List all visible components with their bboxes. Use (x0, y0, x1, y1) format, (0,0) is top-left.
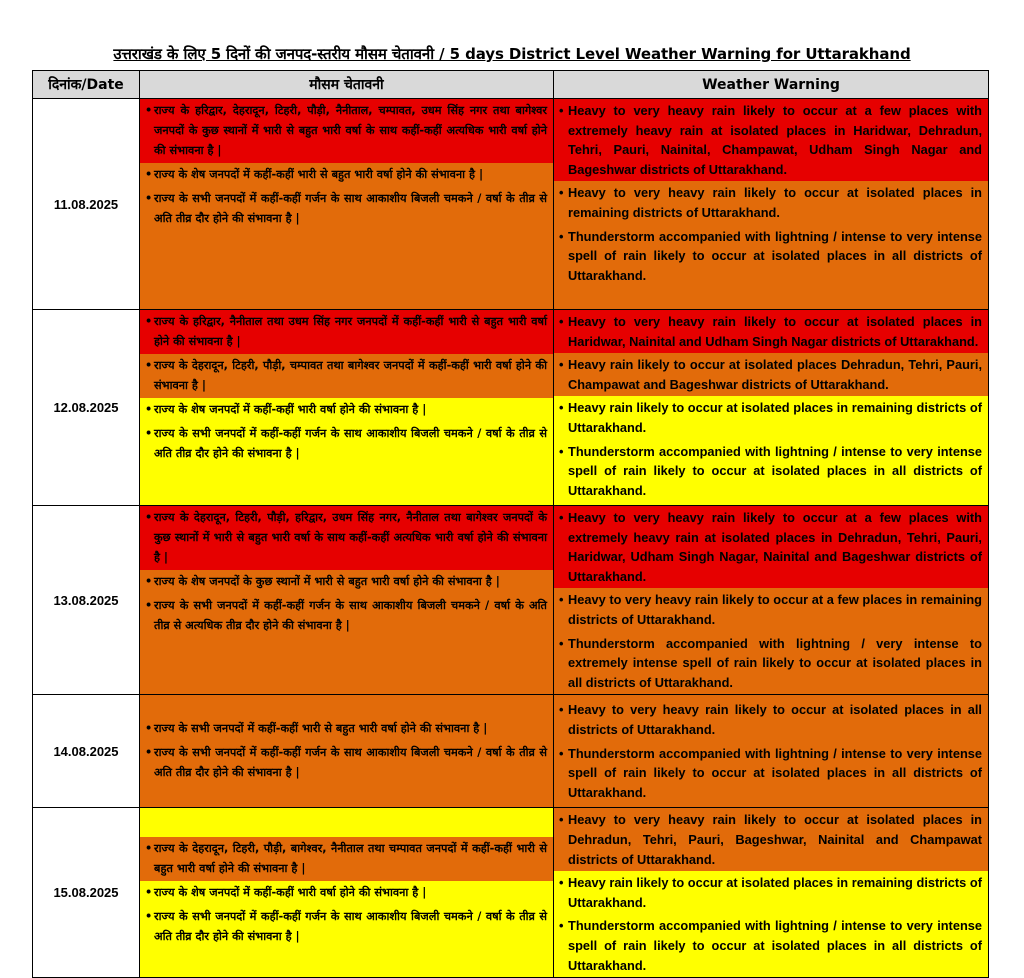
warning-item: • Heavy to very heavy rain likely to occur at a few places in remaining districts of Uttarakhand. (554, 588, 988, 631)
warning-item: • राज्य के शेष जनपदों में कहीं-कहीं भारी से बहुत भारी वर्षा होने की संभावना है | (140, 163, 553, 187)
warning-item: • Heavy to very heavy rain likely to occur at isolated places in Dehradun, Tehri, Pauri, Bageshwar, Nainital and Champawat districts of Uttarakhand. (554, 808, 988, 871)
hindi-warning-cell (140, 99, 554, 310)
table-row (33, 506, 989, 695)
warning-item: • राज्य के शेष जनपदों में कहीं-कहीं भारी वर्षा होने की संभावना है | (140, 398, 553, 422)
date-cell: 12.08.2025 (33, 310, 140, 506)
table-row (33, 808, 989, 978)
warning-item: • राज्य के सभी जनपदों में कहीं-कहीं गर्जन के साथ आकाशीय बिजली चमकने / वर्षा के तीव्र से अति तीव्र दौर होने की संभावना है | (140, 187, 553, 231)
english-warning-cell (554, 506, 989, 695)
table-row (33, 310, 989, 506)
table-row (33, 99, 989, 310)
warning-item: • राज्य के हरिद्वार, देहरादून, टिहरी, पौड़ी, नैनीताल, चम्पावत, उधम सिंह नगर तथा बागेश्वर जनपदों के कुछ स्थानों में भारी से बहुत भारी वर्षा के साथ कहीं-कहीं अत्यधिक भारी वर्षा होने की संभावना है | (140, 99, 553, 163)
header-row (33, 71, 989, 99)
warning-item: • Heavy to very heavy rain likely to occur at isolated places in remaining districts of Uttarakhand. (554, 181, 988, 224)
english-warning-cell (554, 695, 989, 808)
hindi-warning-cell (140, 808, 554, 978)
warning-item: • राज्य के सभी जनपदों में कहीं-कहीं गर्जन के साथ आकाशीय बिजली चमकने / वर्षा के तीव्र से अति तीव्र दौर होने की संभावना है | (140, 741, 553, 785)
warning-item: • Thunderstorm accompanied with lightning / intense to very intense spell of rain likely to occur at isolated places in all districts of Uttarakhand. (554, 742, 988, 805)
warning-item: • राज्य के सभी जनपदों में कहीं-कहीं गर्जन के साथ आकाशीय बिजली चमकने / वर्षा के अति तीव्र से अत्यधिक तीव्र दौर होने की संभावना है | (140, 594, 553, 638)
english-warning-cell (554, 808, 989, 978)
warning-item: • राज्य के शेष जनपदों में कहीं-कहीं भारी वर्षा होने की संभावना है | (140, 881, 553, 905)
page-title: उत्तराखंड के लिए 5 दिनों की जनपद-स्तरीय मौसम चेतावनी / 5 days District Level Weather Warning for Uttarakhand (113, 45, 911, 63)
warning-item: • राज्य के देहरादून, टिहरी, पौड़ी, हरिद्वार, उधम सिंह नगर, नैनीताल तथा बागेश्वर जनपदों के कुछ स्थानों में भारी से बहुत भारी वर्षा के साथ कहीं-कहीं अत्यधिक भारी वर्षा होने की संभावना है | (140, 506, 553, 570)
hindi-warning-cell (140, 506, 554, 695)
english-warning-cell (554, 310, 989, 506)
warning-item: • राज्य के देहरादून, टिहरी, पौड़ी, बागेश्वर, नैनीताल तथा चम्पावत जनपदों में कहीं-कहीं भारी से बहुत भारी वर्षा होने की संभावना है | (140, 837, 553, 881)
warning-item: • Heavy to very heavy rain likely to occur at a few places with extremely heavy rain at isolated places in Haridwar, Dehradun, Tehri, Pauri, Nainital, Champawat, Udham Singh Nagar and Bageshwar districts of Uttarakhand. (554, 99, 988, 181)
table-row (33, 695, 989, 808)
date-cell: 13.08.2025 (33, 506, 140, 695)
warning-item: • राज्य के सभी जनपदों में कहीं-कहीं गर्जन के साथ आकाशीय बिजली चमकने / वर्षा के तीव्र से अति तीव्र दौर होने की संभावना है | (140, 905, 553, 949)
warning-item: • Heavy to very heavy rain likely to occur at a few places with extremely heavy rain at isolated places in Dehradun, Tehri, Pauri, Haridwar, Udham Singh Nagar, Nainital and Bageshwar districts of Uttarakhand. (554, 506, 988, 588)
hindi-warning-cell (140, 310, 554, 506)
warning-item: • राज्य के शेष जनपदों के कुछ स्थानों में भारी से बहुत भारी वर्षा होने की संभावना है | (140, 570, 553, 594)
warning-item: • Heavy to very heavy rain likely to occur at isolated places in all districts of Uttarakhand. (554, 698, 988, 741)
warning-table (32, 70, 989, 978)
warning-item: • Thunderstorm accompanied with lightning / intense to very intense spell of rain likely to occur at isolated places in all districts of Uttarakhand. (554, 225, 988, 288)
warning-item: • राज्य के हरिद्वार, नैनीताल तथा उधम सिंह नगर जनपदों में कहीं-कहीं भारी से बहुत भारी वर्षा होने की संभावना है | (140, 310, 553, 354)
warning-item: • Heavy rain likely to occur at isolated places Dehradun, Tehri, Pauri, Champawat and Bageshwar districts of Uttarakhand. (554, 353, 988, 396)
warning-item: • Heavy rain likely to occur at isolated places in remaining districts of Uttarakhand. (554, 396, 988, 439)
warning-item: • राज्य के सभी जनपदों में कहीं-कहीं भारी से बहुत भारी वर्षा होने की संभावना है | (140, 717, 553, 741)
warning-item: • राज्य के देहरादून, टिहरी, पौड़ी, चम्पावत तथा बागेश्वर जनपदों में कहीं-कहीं भारी वर्षा होने की संभावना है | (140, 354, 553, 398)
header-hindi-warning: मौसम चेतावनी (140, 71, 554, 99)
warning-item: • राज्य के सभी जनपदों में कहीं-कहीं गर्जन के साथ आकाशीय बिजली चमकने / वर्षा के तीव्र से अति तीव्र दौर होने की संभावना है | (140, 422, 553, 466)
date-cell: 11.08.2025 (33, 99, 140, 310)
english-warning-cell (554, 99, 989, 310)
header-date: दिनांक/Date (33, 71, 140, 99)
date-cell: 14.08.2025 (33, 695, 140, 808)
warning-item: • Heavy rain likely to occur at isolated places in remaining districts of Uttarakhand. (554, 871, 988, 914)
warning-item: • Thunderstorm accompanied with lightning / intense to very intense spell of rain likely to occur at isolated places in all districts of Uttarakhand. (554, 440, 988, 503)
warning-item: • Thunderstorm accompanied with lightning / very intense to extremely intense spell of rain likely to occur at isolated places in all districts of Uttarakhand. (554, 632, 988, 695)
warning-item: • Thunderstorm accompanied with lightning / intense to very intense spell of rain likely to occur at isolated places in all districts of Uttarakhand. (554, 914, 988, 977)
hindi-warning-cell (140, 695, 554, 808)
warning-item: • Heavy to very heavy rain likely to occur at isolated places in Haridwar, Nainital and Udham Singh Nagar districts of Uttarakhand. (554, 310, 988, 353)
header-english-warning: Weather Warning (554, 71, 989, 99)
date-cell: 15.08.2025 (33, 808, 140, 978)
